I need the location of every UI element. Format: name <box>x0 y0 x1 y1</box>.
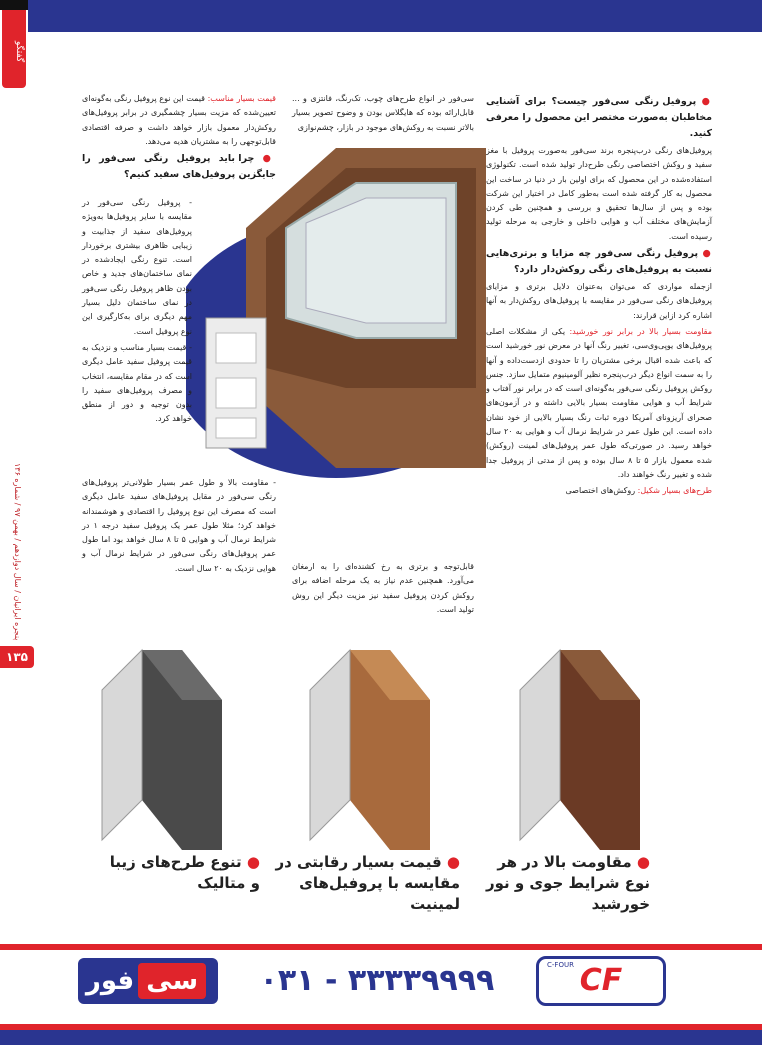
paragraph: ازجمله مواردی که می‌توان به‌عنوان دلایل برتری و مزایای پروفیل‌های رنگی سی‌فور در مقایسه با پروفیل‌های روکش‌دار به آنها اشاره کرد ازاین قرارند: <box>486 282 712 320</box>
footer-blue-stripe <box>0 1030 762 1045</box>
paragraph: سی‌فور در انواع طرح‌های چوب، تک‌رنگ، فانتزی و ... قابل‌ارائه بوده که هایگلاس بودن و وضوح تصویر بسیار بالاتر نسبت به روکش‌های موجود در بازار، چشم‌نوازی <box>292 94 474 132</box>
phone-number: ۰۳۱ - ۳۳۳۳۹۹۹۹ <box>259 963 495 998</box>
profile-sample-brown <box>500 640 690 870</box>
logo-text: CF <box>579 963 623 998</box>
logo-small-text: C-FOUR <box>547 961 574 969</box>
bullet-icon: ● <box>241 853 260 871</box>
article-column-left-bottom <box>82 476 276 578</box>
bullet-icon: ● <box>698 248 712 260</box>
top-blue-band <box>28 0 762 32</box>
core-chamber <box>216 418 256 438</box>
core-chamber <box>216 333 256 363</box>
core-chamber <box>216 378 256 408</box>
paragraph: - پروفیل رنگی سی‌فور در مقایسه با سایر پروفیل‌ها به‌ویژه پروفیل‌های سفید از جذابیت و زیبایی ظاهری بیشتری برخوردار است. تنوع رنگی ایجادشده در نمای ساختمان‌های جدید و خاص بودن ظاهر پروفیل رنگی سی‌فور در نمای ساختمان دلیل بسیار مهم دیگری برای به‌کارگیری این نوع پروفیل است. <box>82 198 192 336</box>
paragraph: طرح‌های بسیار شکیل: روکش‌های اختصاصی <box>565 486 712 496</box>
profile-core <box>520 650 560 840</box>
article-column-left <box>82 92 276 185</box>
article-column-right <box>486 92 712 501</box>
paragraph: قابل‌توجه و برتری به رخ کشنده‌ای را به ارمغان می‌آورد. همچنین عدم نیاز به یک مرحله اضافه برای روکش کردن پروفیل سفید نیز مزیت دیگر این روش تولید است. <box>292 562 474 614</box>
profile-sample-grey <box>82 640 272 870</box>
bullet-icon: ● <box>631 853 650 871</box>
article-column-middle-bottom <box>292 560 474 619</box>
profile-core <box>310 650 350 840</box>
question-heading: ● چرا باید پروفیل رنگی سی‌فور را جایگزین پروفیل‌های سفید کنیم؟ <box>82 153 276 181</box>
bullet-icon: ● <box>441 853 460 871</box>
profile-core <box>102 650 142 840</box>
bullet-icon: ● <box>696 96 712 107</box>
paragraph: مقاومت بسیار بالا در برابر نور خورشید: یکی از مشکلات اصلی پروفیل‌های یوپی‌وی‌سی، تغییر رنگ آنها در معرض نور خورشید است که باعث شده اقبال برخی مشتریان را تا حدودی ازدست‌داده و آنها را به سمت انواع دیگر درب‌پنجره نظیر آلومینیوم متمایل سازد. جنس روکش پروفیل رنگی سی‌فور به‌گونه‌ای است که در برابر نور آفتاب و شرایط آب و هوایی مقاومت بسیار بالایی داشته و در آزمون‌های صحرای آریزونای آمریکا دوره ثبات رنگ بسیار بالایی از خود نشان داده است. این طول عمر در شرایط نرمال آب و هوایی به ۲۰ سال خواهد رسید. در صورتی‌که طول عمر پروفیل‌های لمینت (روکش) شده معمول بازار ۵ تا ۸ سال بوده و پس از مدتی از پروفیل جدا شده و تغییر رنگ خواهند داد. <box>486 326 713 479</box>
caption-design-variety: ● تنوع طرح‌های زیبا و متالیک <box>109 853 260 892</box>
paragraph: - قیمت بسیار مناسب و نزدیک به قیمت پروفیل سفید عامل دیگری است که در مقام مقایسه، انتخاب و مصرف پروفیل‌های سفید را بدون توجیه و دور از منطق خواهد کرد. <box>82 342 192 424</box>
bullet-icon: ● <box>254 153 276 165</box>
question-heading: ● پروفیل رنگی سی‌فور چه مزایا و برتری‌هایی نسبت به پروفیل‌های رنگی روکش‌دار دارد؟ <box>486 248 712 276</box>
section-tag: گفتگو <box>14 41 24 63</box>
profile-sample-wood <box>290 640 480 870</box>
paragraph: - مقاومت بالا و طول عمر بسیار طولانی‌تر پروفیل‌های رنگی سی‌فور در مقابل پروفیل‌های سفید عامل دیگری است که مصرف این نوع پروفیل را اقتصادی و هوشمندانه خواهد کرد؛ مثلا طول عمر یک پروفیل سفید درجه ۱ در شرایط نرمال آب و هوایی ۵ تا ۸ سال خواهد بود اما طول عمر پروفیل‌های رنگی سی‌فور در شرایط نرمال آب و هوایی نزدیک به ۲۰ سال است. <box>82 478 276 573</box>
caption-competitive-price: ● قیمت بسیار رقابتی در مقایسه با پروفیل‌های لمینیت <box>275 853 460 913</box>
brand-name: سیفور <box>78 958 218 1004</box>
paragraph: پروفیل‌های رنگی درب‌پنجره برند سی‌فور به‌صورت پروفیل با مغز سفید و روکش اختصاصی رنگی طرح‌دار تولید شده است. تکنولوژی استفاده‌شده در این محصول که برای اولین بار در دنیا در ساخت این محصول به کار گرفته شده است به‌طور کامل در اختیار این شرکت بوده و پس از سال‌ها تحقیق و بررسی و همچنین طی کردن آزمایش‌های مختلف آب و هوایی داخلی و خارجی به مرحله تولید رسیده است. <box>486 146 712 241</box>
cf-logo <box>536 956 666 1006</box>
page-number: ۱۳۵ <box>0 646 34 668</box>
paragraph: قیمت بسیار مناسب: قیمت این نوع پروفیل رنگی به‌گونه‌ای تعیین‌شده که مزیت بسیار چشمگیری در برابر پروفیل‌های روکش‌دار معمول بازار خواهد داشت و صرفه اقتصادی قابل‌توجهی را به مشتریان هدیه می‌دهد. <box>82 94 276 146</box>
question-heading: ● پروفیل رنگی سی‌فور چیست؟ برای آشنایی مخاطبان به‌صورت مختصر این محصول را معرفی کنید. <box>486 96 712 139</box>
glass-pane-inner <box>306 198 446 323</box>
side-black-cap <box>0 0 28 10</box>
article-column-left-narrow <box>82 196 192 429</box>
journal-line: پنجره ایرانیان / سال دوازدهم / بهمن ۹۷ / شماره ۱۳۶ <box>13 462 22 640</box>
caption-sun-resistance: ● مقاومت بالا در هر نوع شرایط جوی و نور خورشید <box>485 853 650 913</box>
